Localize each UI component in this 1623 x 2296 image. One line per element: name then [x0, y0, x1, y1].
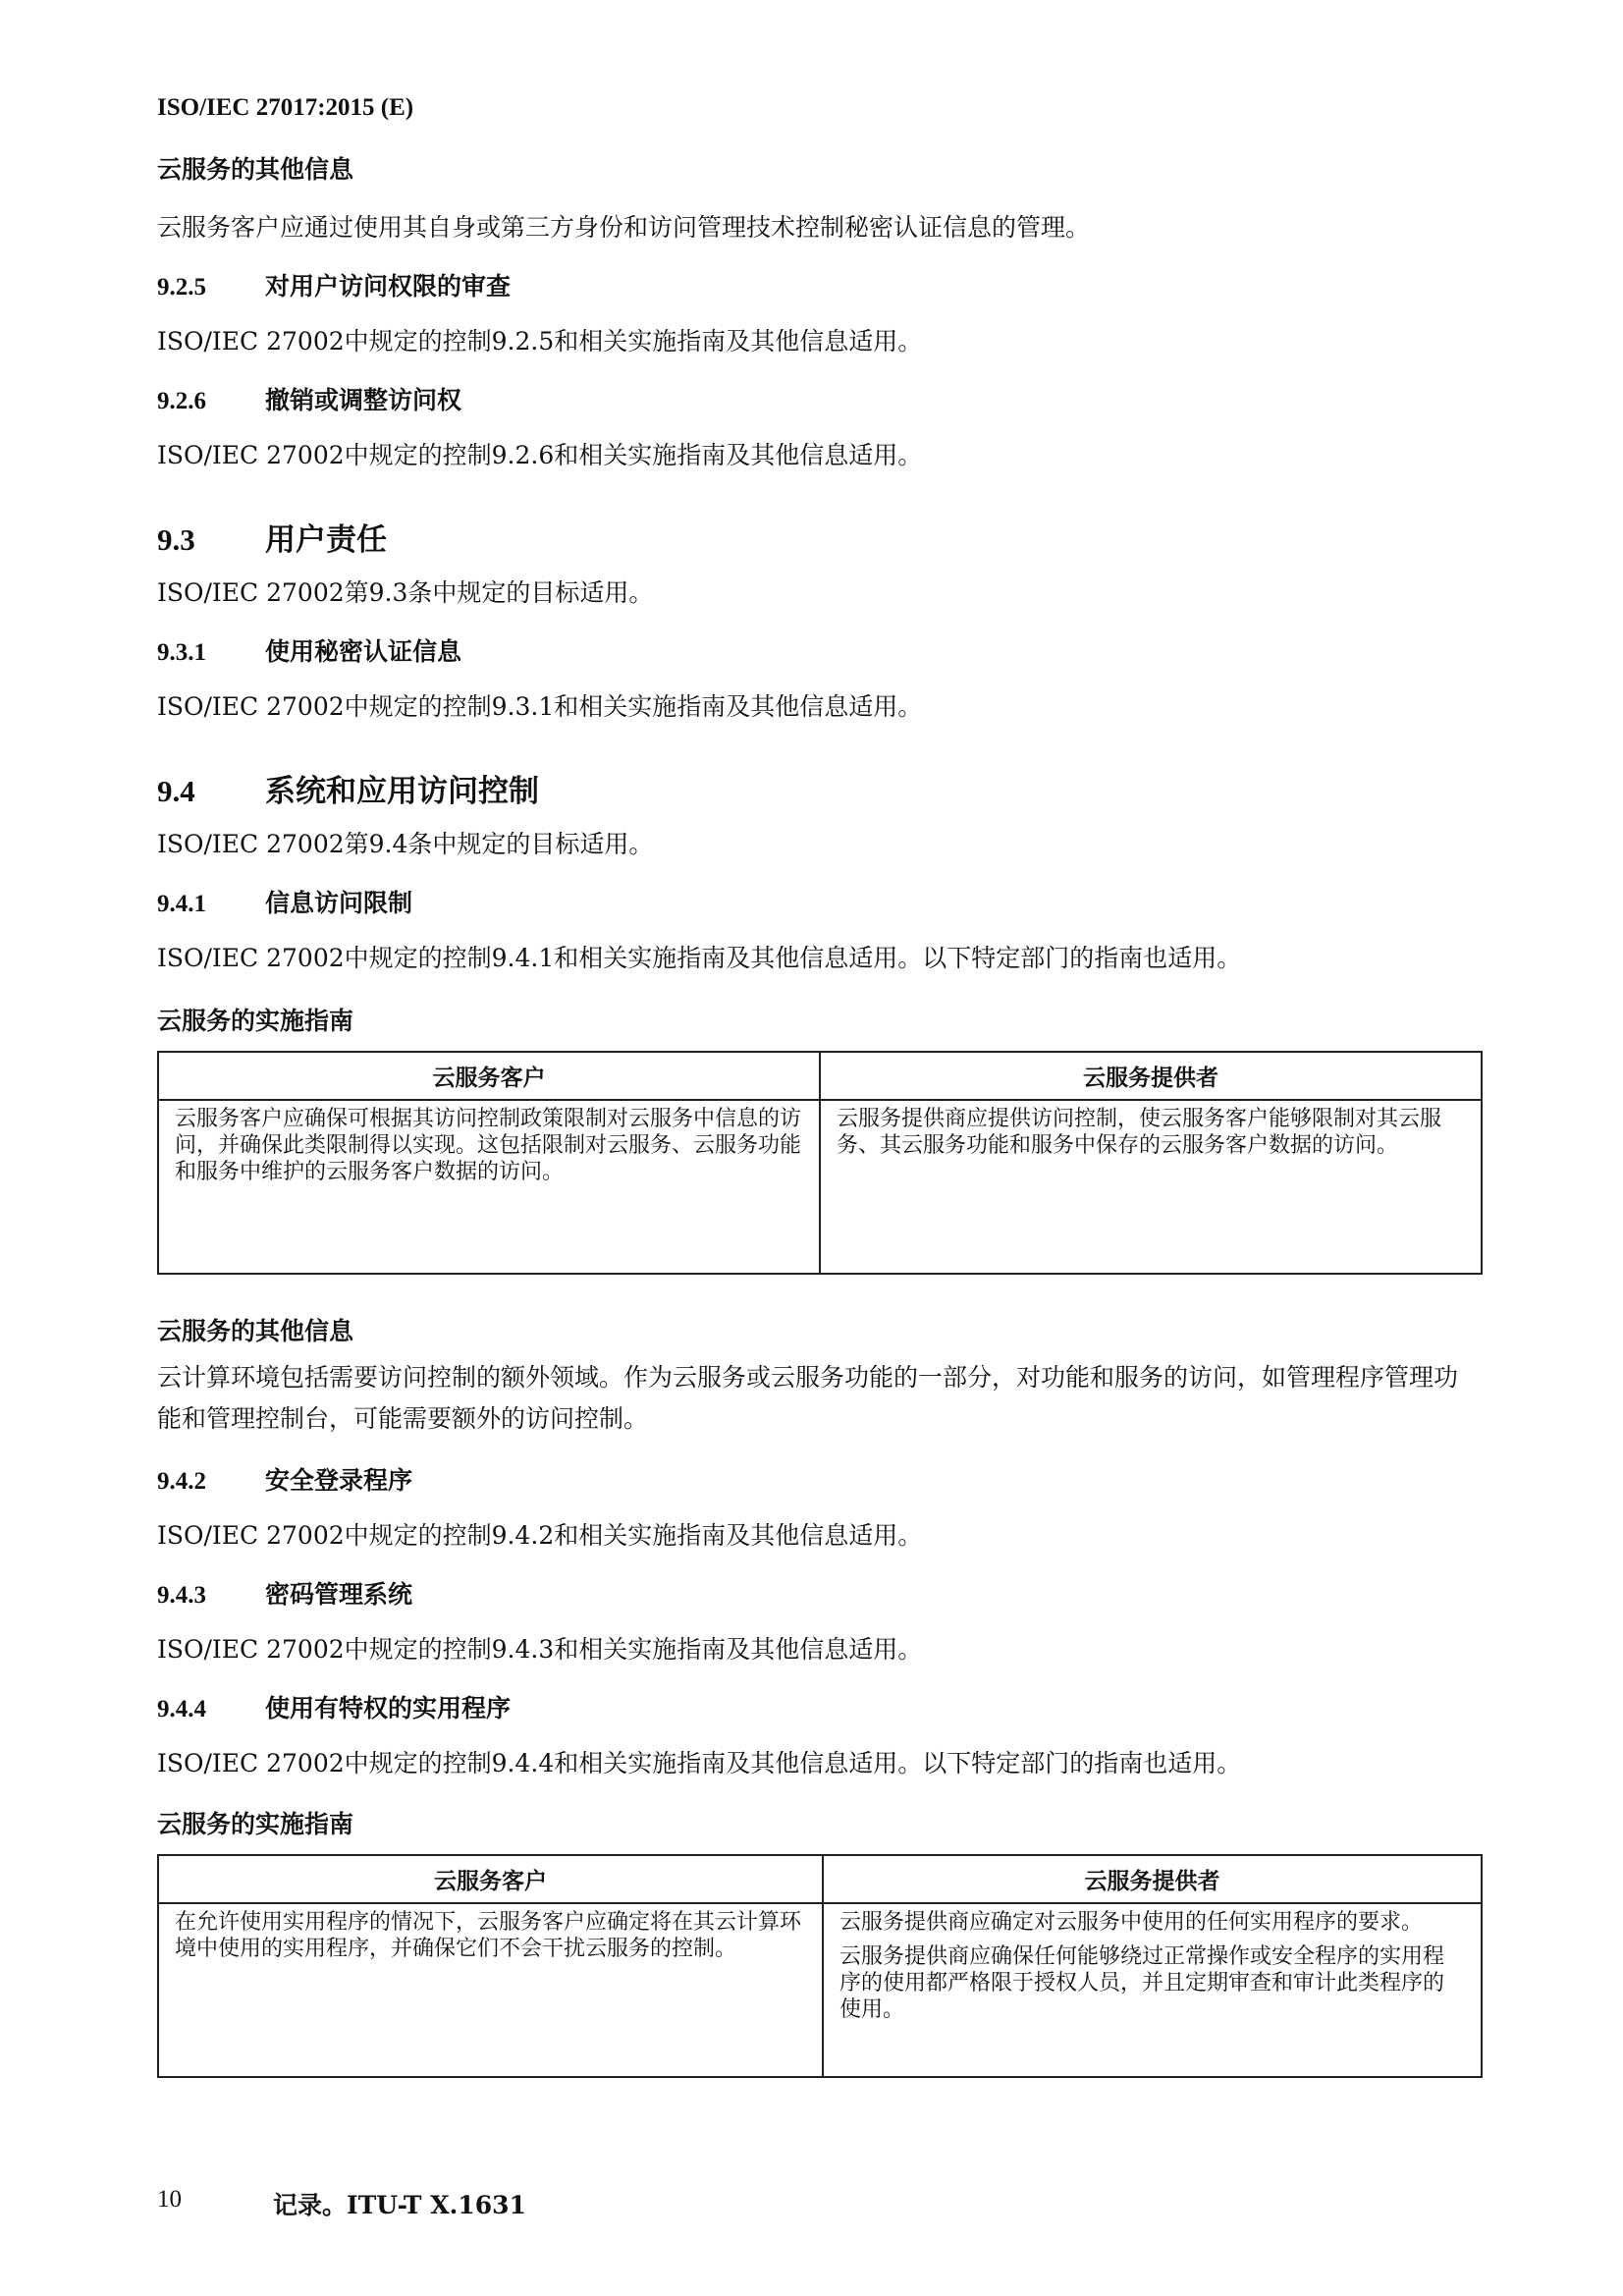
section-title: 信息访问限制 [265, 889, 413, 917]
section-title: 撤销或调整访问权 [265, 386, 462, 414]
table-row [158, 1903, 1482, 2077]
section-title: 用户责任 [265, 522, 387, 558]
section-title: 系统和应用访问控制 [265, 774, 539, 809]
table-header-row [158, 1855, 1482, 1903]
section-number: 9.2.6 [157, 388, 206, 414]
section-heading-9-3 [157, 515, 387, 559]
subheading-implementation-guidance: 云服务的实施指南 [157, 1007, 354, 1035]
footer-title: 记录。ITU-T X.1631 [273, 2191, 526, 2219]
section-heading-9-4-3 [157, 1575, 412, 1611]
paragraph: ISO/IEC 27002中规定的控制9.3.1和相关实施指南及其他信息适用。 [157, 692, 923, 721]
paragraph: ISO/IEC 27002中规定的控制9.4.1和相关实施指南及其他信息适用。以下特定部门的指南也适用。 [157, 944, 1242, 972]
paragraph: ISO/IEC 27002中规定的控制9.4.2和相关实施指南及其他信息适用。 [157, 1521, 923, 1550]
subheading-other-info: 云服务的其他信息 [157, 155, 354, 184]
section-heading-9-2-5 [157, 267, 511, 302]
table-cell-provider [823, 1903, 1482, 2077]
section-title: 对用户访问权限的审查 [265, 272, 512, 301]
section-number: 9.2.5 [157, 274, 206, 301]
paragraph-multiline: 云计算环境包括需要访问控制的额外领域。作为云服务或云服务功能的一部分，对功能和服务的访问，如管理程序管理功能和管理控制台，可能需要额外的访问控制。 [157, 1363, 1459, 1433]
section-heading-9-3-1 [157, 632, 461, 668]
paragraph: ISO/IEC 27002中规定的控制9.4.3和相关实施指南及其他信息适用。 [157, 1635, 923, 1664]
section-number: 9.4 [157, 774, 195, 808]
table-cell-provider [820, 1100, 1482, 1274]
paragraph: 云服务客户应通过使用其自身或第三方身份和访问管理技术控制秘密认证信息的管理。 [157, 213, 1091, 242]
table-header-cloud-customer: 云服务客户 [158, 1052, 820, 1100]
section-number: 9.4.2 [157, 1468, 206, 1495]
paragraph: ISO/IEC 27002第9.3条中规定的目标适用。 [157, 578, 654, 607]
cell-text: 云服务提供商应提供访问控制，使云服务客户能够限制对其云服务、其云服务功能和服务中保存的云服务客户数据的访问。 [837, 1107, 1442, 1158]
section-number: 9.4.3 [157, 1582, 206, 1609]
table-header-cloud-provider: 云服务提供者 [820, 1052, 1482, 1100]
section-title: 使用秘密认证信息 [265, 637, 462, 666]
document-header: ISO/IEC 27017:2015 (E) [157, 94, 414, 121]
section-heading-9-2-6 [157, 381, 461, 416]
table-cell-customer [158, 1903, 823, 2077]
table-header-cloud-customer: 云服务客户 [158, 1855, 823, 1903]
section-title: 使用有特权的实用程序 [265, 1694, 512, 1722]
subheading-other-info: 云服务的其他信息 [157, 1317, 354, 1345]
section-heading-9-4-1 [157, 884, 412, 919]
paragraph: ISO/IEC 27002中规定的控制9.2.5和相关实施指南及其他信息适用。 [157, 327, 923, 355]
section-heading-9-4 [157, 766, 539, 810]
section-number: 9.3.1 [157, 639, 206, 666]
section-number: 9.4.4 [157, 1696, 206, 1722]
section-title: 安全登录程序 [265, 1466, 413, 1495]
paragraph: ISO/IEC 27002中规定的控制9.2.6和相关实施指南及其他信息适用。 [157, 441, 923, 469]
guidance-table-9-4-1 [157, 1051, 1483, 1275]
section-heading-9-4-2 [157, 1461, 412, 1497]
section-number: 9.4.1 [157, 891, 206, 917]
cell-text: 云服务提供商应确保任何能够绕过正常操作或安全程序的实用程序的使用都严格限于授权人员，并且定期审查和审计此类程序的使用。 [839, 1944, 1445, 2022]
subheading-implementation-guidance: 云服务的实施指南 [157, 1810, 354, 1838]
section-title: 密码管理系统 [265, 1580, 413, 1609]
cell-text: 云服务提供商应确定对云服务中使用的任何实用程序的要求。 [839, 1910, 1424, 1935]
table-cell-customer [158, 1100, 820, 1274]
section-heading-9-4-4 [157, 1689, 511, 1724]
guidance-table-9-4-4 [157, 1854, 1483, 2078]
table-header-cloud-provider: 云服务提供者 [823, 1855, 1482, 1903]
paragraph: ISO/IEC 27002中规定的控制9.4.4和相关实施指南及其他信息适用。以下特定部门的指南也适用。 [157, 1749, 1242, 1777]
table-header-row [158, 1052, 1482, 1100]
cell-text: 在允许使用实用程序的情况下，云服务客户应确定将在其云计算环境中使用的实用程序，并确保它们不会干扰云服务的控制。 [175, 1910, 802, 1961]
section-number: 9.3 [157, 522, 195, 557]
page-number: 10 [157, 2186, 182, 2213]
paragraph: ISO/IEC 27002第9.4条中规定的目标适用。 [157, 830, 654, 858]
table-row [158, 1100, 1482, 1274]
cell-text: 云服务客户应确保可根据其访问控制政策限制对云服务中信息的访问，并确保此类限制得以实现。这包括限制对云服务、云服务功能和服务中维护的云服务客户数据的访问。 [175, 1107, 802, 1184]
